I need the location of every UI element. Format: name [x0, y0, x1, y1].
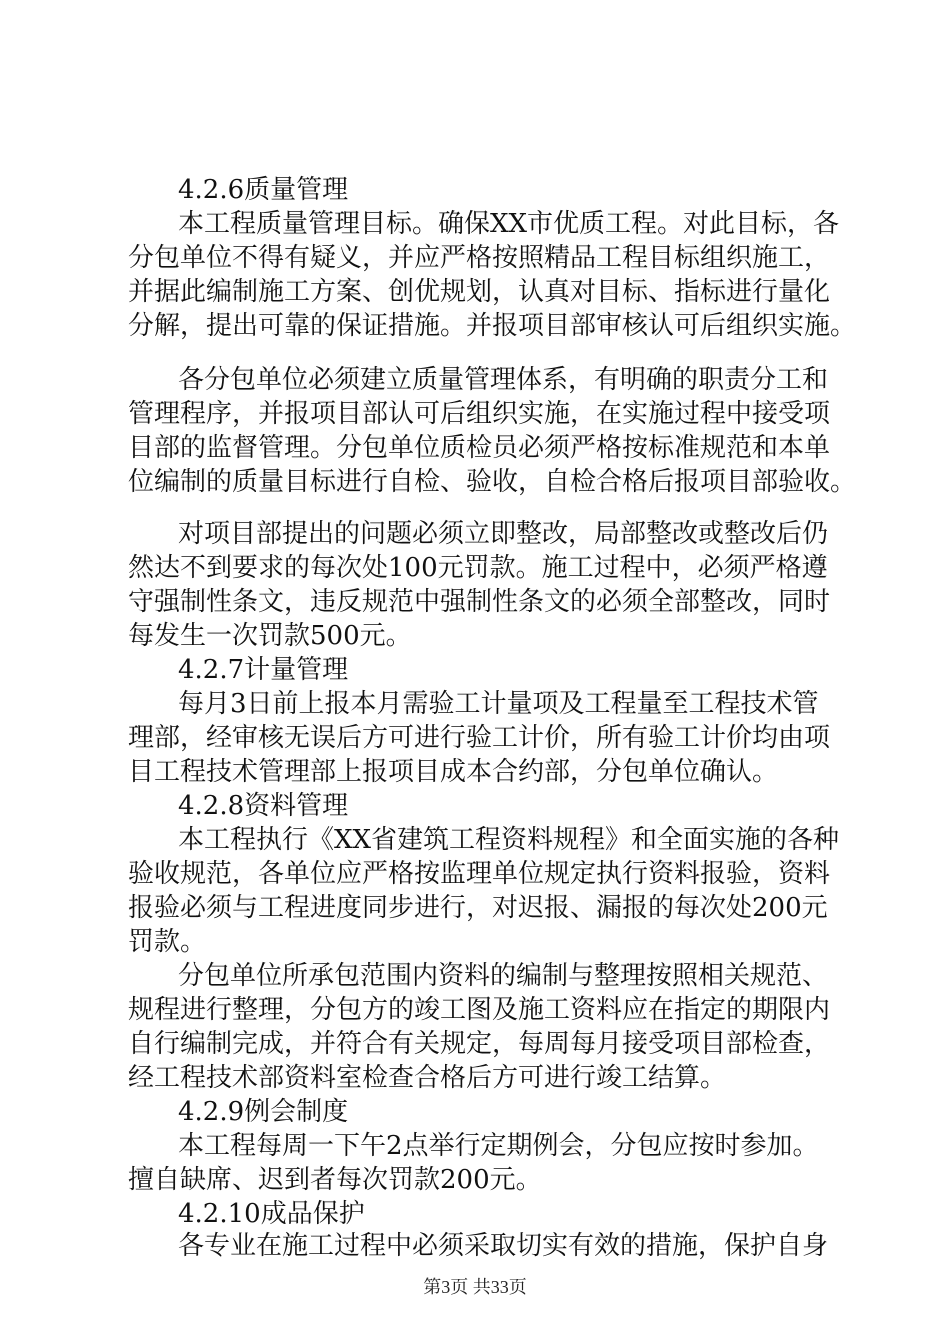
paragraph-line: 各分包单位必须建立质量管理体系，有明确的职责分工和 [178, 365, 829, 395]
section-heading-4-2-6: 4.2.6质量管理 [178, 175, 349, 205]
paragraph-line: 本工程质量管理目标。确保XX市优质工程。对此目标，各 [178, 209, 840, 239]
paragraph-line: 位编制的质量目标进行自检、验收，自检合格后报项目部验收。 [128, 467, 857, 497]
paragraph-line: 并据此编制施工方案、创优规划，认真对目标、指标进行量化 [128, 277, 831, 307]
paragraph-line: 目工程技术管理部上报项目成本合约部，分包单位确认。 [128, 757, 779, 787]
paragraph-line: 分包单位所承包范围内资料的编制与整理按照相关规范、 [178, 961, 829, 991]
paragraph-line: 分包单位不得有疑义，并应严格按照精品工程目标组织施工， [128, 243, 831, 273]
paragraph-line: 守强制性条文，违反规范中强制性条文的必须全部整改，同时 [128, 587, 831, 617]
paragraph-line: 对项目部提出的问题必须立即整改，局部整改或整改后仍 [178, 519, 829, 549]
paragraph-line: 罚款。 [128, 927, 207, 957]
paragraph-line: 理部，经审核无误后方可进行验工计价，所有验工计价均由项 [128, 723, 831, 753]
paragraph-line: 本工程每周一下午2点举行定期例会，分包应按时参加。 [178, 1131, 819, 1161]
paragraph-line: 然达不到要求的每次处100元罚款。施工过程中，必须严格遵 [128, 553, 828, 583]
paragraph-line: 每月3日前上报本月需验工计量项及工程量至工程技术管 [178, 689, 819, 719]
paragraph-line: 报验必须与工程进度同步进行，对迟报、漏报的每次处200元 [128, 893, 828, 923]
paragraph-line: 验收规范，各单位应严格按监理单位规定执行资料报验，资料 [128, 859, 831, 889]
paragraph-line: 目部的监督管理。分包单位质检员必须严格按标准规范和本单 [128, 433, 831, 463]
paragraph-line: 擅自缺席、迟到者每次罚款200元。 [128, 1165, 542, 1195]
page-number-footer: 第3页 共33页 [423, 1277, 527, 1297]
paragraph-line: 自行编制完成，并符合有关规定，每周每月接受项目部检查， [128, 1029, 831, 1059]
section-heading-4-2-10: 4.2.10成品保护 [178, 1199, 365, 1229]
paragraph-line: 经工程技术部资料室检查合格后方可进行竣工结算。 [128, 1063, 727, 1093]
paragraph-line: 本工程执行《XX省建筑工程资料规程》和全面实施的各种 [178, 825, 840, 855]
section-heading-4-2-7: 4.2.7计量管理 [178, 655, 349, 685]
paragraph-line: 管理程序，并报项目部认可后组织实施，在实施过程中接受项 [128, 399, 831, 429]
paragraph-line: 规程进行整理，分包方的竣工图及施工资料应在指定的期限内 [128, 995, 831, 1025]
paragraph-line: 分解，提出可靠的保证措施。并报项目部审核认可后组织实施。 [128, 311, 857, 341]
section-heading-4-2-8: 4.2.8资料管理 [178, 791, 349, 821]
paragraph-line: 各专业在施工过程中必须采取切实有效的措施，保护自身 [178, 1231, 829, 1261]
paragraph-line: 每发生一次罚款500元。 [128, 621, 412, 651]
section-heading-4-2-9: 4.2.9例会制度 [178, 1097, 349, 1127]
